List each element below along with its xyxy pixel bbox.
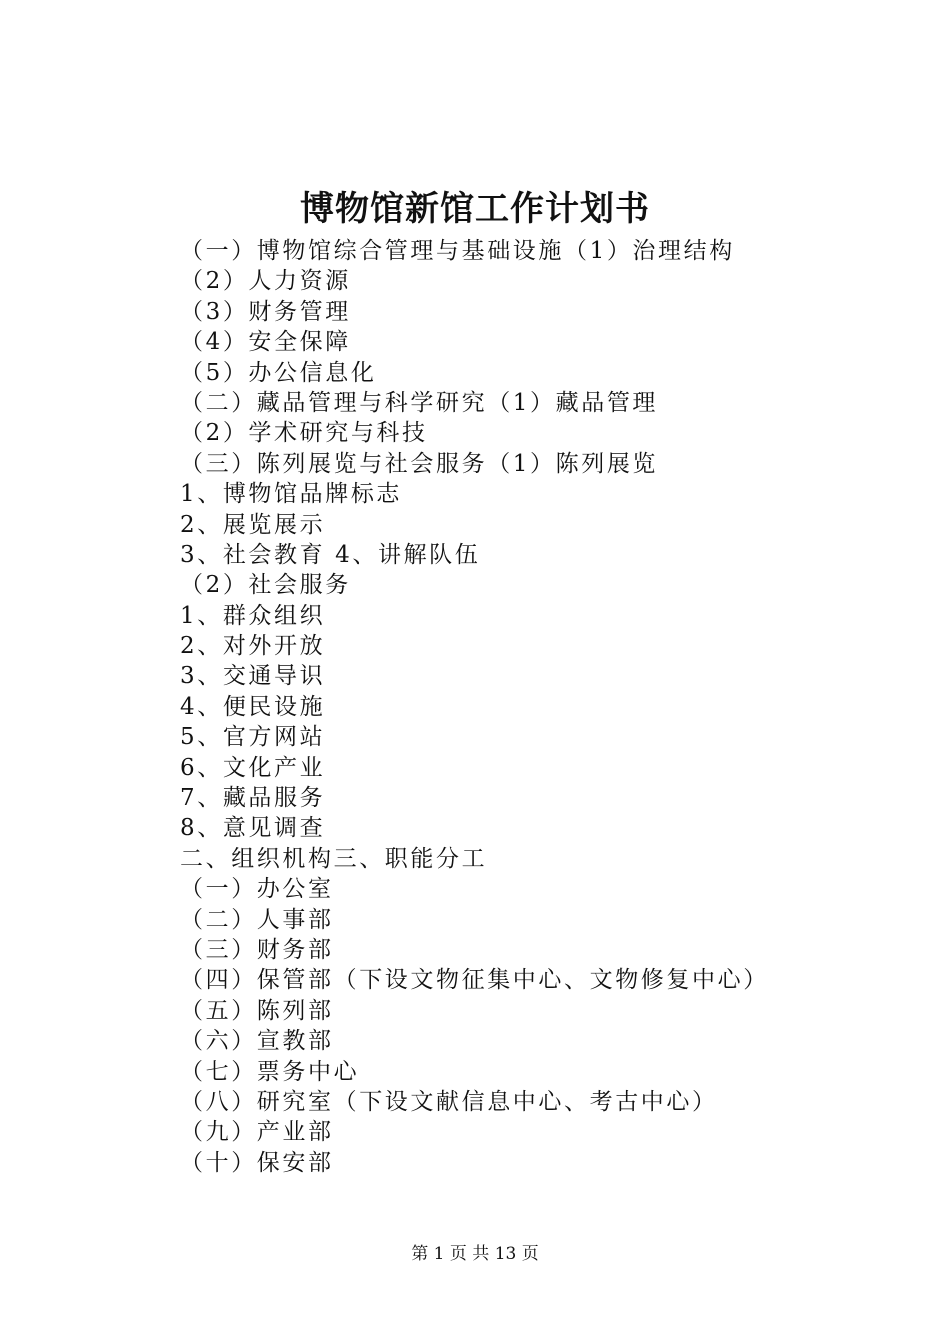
- outline-line: 8、意见调查: [180, 815, 326, 842]
- outline-line: 2、展览展示: [180, 511, 326, 538]
- outline-line: （二）人事部: [180, 906, 334, 933]
- outline-line: （七）票务中心: [180, 1058, 360, 1085]
- outline-line: 6、文化产业: [180, 754, 326, 781]
- outline-line: （2）学术研究与科技: [180, 420, 428, 447]
- page-footer: 第 1 页 共 13 页: [411, 1244, 539, 1264]
- outline-line: （八）研究室（下设文献信息中心、考古中心）: [180, 1088, 718, 1115]
- outline-line: 1、博物馆品牌标志: [180, 481, 403, 508]
- outline-line: （十）保安部: [180, 1149, 334, 1176]
- outline-line: （一）博物馆综合管理与基础设施（1）治理结构: [180, 238, 735, 264]
- document-title: 博物馆新馆工作计划书: [300, 189, 650, 229]
- outline-line: 4、便民设施: [180, 693, 326, 720]
- outline-line: （二）藏品管理与科学研究（1）藏品管理: [180, 389, 659, 416]
- outline-line: （三）财务部: [180, 936, 334, 963]
- outline-line: 1、群众组织: [180, 602, 326, 629]
- outline-list: [180, 236, 920, 1178]
- outline-line: （九）产业部: [180, 1119, 334, 1146]
- outline-line: 3、交通导识: [180, 663, 326, 690]
- outline-line: （三）陈列展览与社会服务（1）陈列展览: [180, 450, 659, 477]
- outline-line: （一）办公室: [180, 876, 334, 903]
- outline-line: （3）财务管理: [180, 298, 351, 325]
- outline-line: （2）人力资源: [180, 268, 351, 295]
- outline-line: 7、藏品服务: [180, 785, 326, 812]
- outline-line: （2）社会服务: [180, 572, 351, 599]
- outline-line: （4）安全保障: [180, 329, 351, 356]
- outline-line: （六）宣教部: [180, 1028, 334, 1055]
- outline-line: （5）办公信息化: [180, 359, 377, 386]
- outline-line: 3、社会教育 4、讲解队伍: [180, 541, 481, 568]
- outline-line: 5、官方网站: [180, 724, 326, 751]
- outline-line: （四）保管部（下设文物征集中心、文物修复中心）: [180, 967, 769, 994]
- outline-line: 二、组织机构三、职能分工: [180, 845, 488, 872]
- outline-line: （五）陈列部: [180, 997, 334, 1024]
- outline-line: 2、对外开放: [180, 633, 326, 660]
